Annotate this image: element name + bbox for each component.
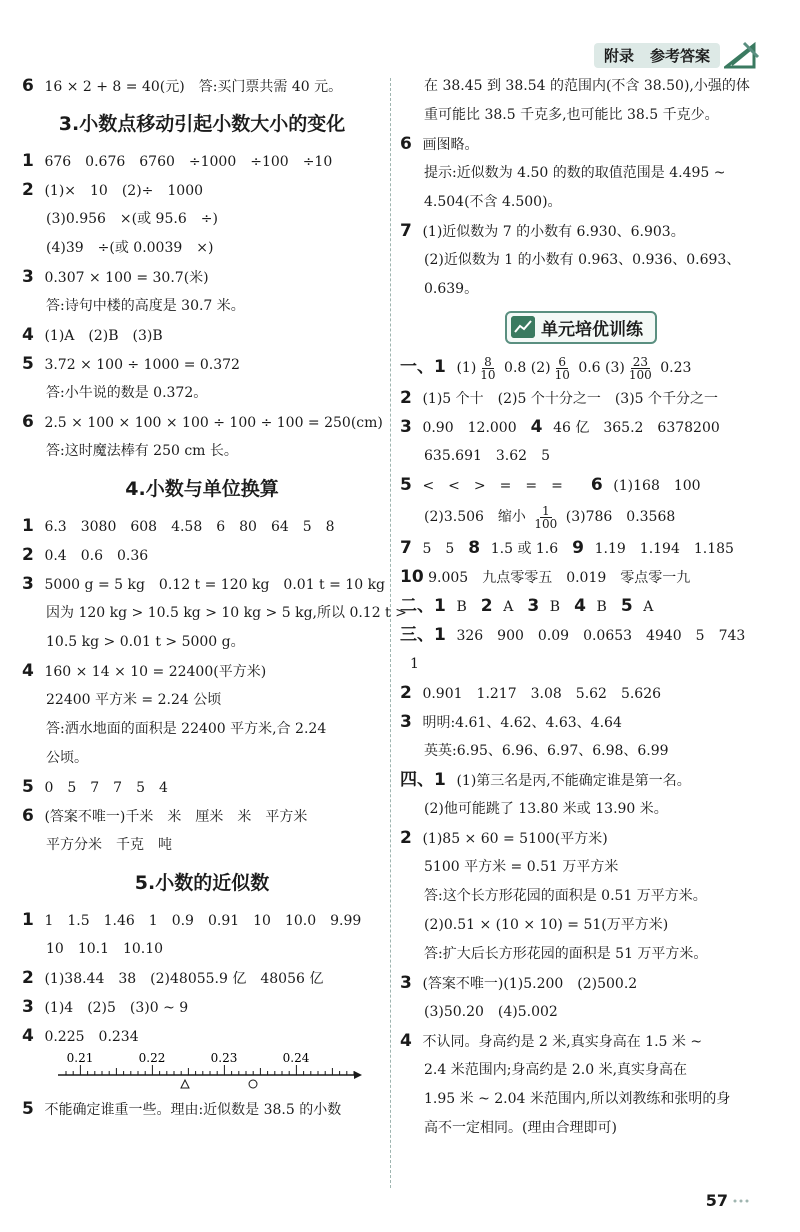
question-number: 3 [400,973,412,993]
answer-text: 在 38.45 到 38.54 的范围内(不含 38.50),小强的体 [424,78,750,94]
answer-line [400,998,762,1027]
fraction: $\frac{1}{100}$ [534,503,558,531]
answer-text: 高不一定相同。(理由合理即可) [424,1120,617,1136]
answer-text: 平方分米 千克 吨 [46,837,172,853]
answer-line [22,512,382,541]
answer-line [22,263,382,292]
answer-text: (2)近似数为 1 的小数有 0.963、0.936、0.693、 [424,252,741,268]
answer-text: 答:这个长方形花园的面积是 0.51 万平方米。 [424,888,707,904]
question-number: 6 [22,806,34,826]
numberline-label: 0.22 [138,1051,166,1065]
answer-line: 三、1 326 900 0.09 0.0653 4940 5 743 [400,625,746,645]
answer-text: 0.225 0.234 [44,1029,139,1045]
answer-line [22,831,382,860]
unit-box [505,311,657,344]
answer-line [400,72,762,101]
answer-line [400,101,762,130]
answer-line: 二、1 B 2 A 3 B 4 B 5 A [400,596,654,616]
answer-line [400,969,762,998]
question-number: 2 [400,683,412,703]
answer-line [400,130,762,159]
answer-text: 0.639。 [424,281,479,297]
triangle-marker [181,1080,189,1088]
answer-line [400,1056,762,1085]
question-number: 4 [22,661,34,681]
left-column [22,72,407,1124]
answer-line [22,379,382,408]
answer-line [22,993,382,1022]
answer-line [22,292,382,321]
answer-text: 0.4 0.6 0.36 [44,548,149,564]
answer-line [400,188,762,217]
answer-text: 答:扩大后长方形花园的面积是 51 万平方米。 [424,946,708,962]
answer-line [22,1022,382,1051]
answer-line: 四、1 (1)第三名是丙,不能确定谁是第一名。 [400,770,691,790]
answer-line [22,570,386,599]
answer-text: (2)0.51 × (10 × 10) = 51(万平方米) [424,917,669,933]
answer-line [400,159,762,188]
answer-text: (答案不唯一)千米 米 厘米 米 平方米 [44,809,308,825]
answer-text: 0 5 7 7 5 4 [44,780,168,796]
answer-line: 5 < < > = = = 6 (1)168 100 [400,475,701,495]
section-5-answers [22,906,382,1051]
answer-text: (3)0.956 ×(或 95.6 ÷) [46,211,218,227]
answer-line: 2 (1)5 个十 (2)5 个十分之一 (3)5 个千分之一 [400,388,719,408]
answer-line [22,715,382,744]
answer-text: 10 10.1 10.10 [46,941,164,957]
question-number: 5 [22,777,34,797]
numberline-arrow [354,1071,362,1079]
answer-text: (1)85 × 60 = 5100(平方米) [422,831,608,847]
answer-line [22,408,382,437]
answer-text: (1)38.44 38 (2)48055.9 亿 48056 亿 [44,971,324,987]
answer-line [400,1085,762,1114]
answer-line [22,205,382,234]
unit-banner [400,304,762,350]
answer-line [400,940,762,969]
answer-text: 不认同。身高约是 2 米,真实身高在 1.5 米 ~ [422,1034,703,1050]
page-header [594,40,760,70]
question-number: 1 [22,151,34,171]
question-number: 2 [22,968,34,988]
unit-title: 单元培优训练 [541,319,643,340]
question-number: 5 [22,354,34,374]
answer-text: 0.307 × 100 = 30.7(米) [44,270,209,286]
numberline-label: 0.23 [210,1051,238,1065]
question-number: 4 [400,1031,412,1051]
answer-line [400,1114,762,1143]
answer-text: 重可能比 38.5 千克多,也可能比 38.5 千克少。 [424,107,719,123]
answer-text: 676 0.676 6760 ÷1000 ÷100 ÷10 [44,154,333,170]
answer-line: 10 9.005 九点零零五 0.019 零点零一九 [400,567,691,587]
right-column [400,72,762,1143]
answer-line [400,737,762,766]
answer-line [22,935,382,964]
header-tab [594,43,720,68]
answer-text: 答:洒水地面的面积是 22400 平方米,合 2.24 [46,721,327,737]
number-line [54,1051,364,1091]
answer-text: 因为 120 kg > 10.5 kg > 10 kg > 5 kg,所以 0.12 t > [46,605,407,621]
answer-line [22,234,382,263]
answer-text: 1.95 米 ~ 2.04 米范围内,所以刘教练和张明的身 [424,1091,731,1107]
header-appendix: 附录 [603,46,634,65]
answer-text: (1)近似数为 7 的小数有 6.930、6.903。 [422,224,685,240]
question-number: 2 [22,180,34,200]
question-number: 1 [22,516,34,536]
answer-text: 10.5 kg > 0.01 t > 5000 g。 [46,634,245,650]
fraction: $\frac{23}{100}$ [628,354,652,382]
answer-line: 5 不能确定谁重一些。理由:近似数是 38.5 的小数 [22,1099,342,1119]
question-number: 4 [22,325,34,345]
circle-marker [249,1080,257,1088]
answer-line [400,246,762,275]
answer-line [22,437,382,466]
answer-text: 画图略。 [422,137,479,153]
answer-line: (2)3.506 缩小 $\frac{1}{100}$ (3)786 0.3568 [424,503,676,531]
answer-text: 2.5 × 100 × 100 × 100 ÷ 100 ÷ 100 = 250(cm) [44,415,383,431]
answer-text: 1 1.5 1.46 1 0.9 0.91 10 10.0 9.99 [44,913,362,929]
answer-text: 0.901 1.217 3.08 5.62 5.626 [422,686,662,702]
chart-trend-icon [511,316,535,338]
page-number: 57 [706,1191,750,1210]
answer-line [400,275,762,304]
fraction: $\frac{6}{10}$ [554,354,570,382]
answer-text: 答:诗句中楼的高度是 30.7 米。 [46,298,245,314]
question-number: 3 [400,712,412,732]
question-number: 2 [22,545,34,565]
question-number: 3 [22,997,34,1017]
answer-text: 2.4 米范围内;身高约是 2.0 米,真实身高在 [424,1062,688,1078]
answer-text: 3.72 × 100 ÷ 1000 = 0.372 [44,357,240,373]
answer-text: (2)他可能跳了 13.80 米或 13.90 米。 [424,801,668,817]
answer-line [22,657,382,686]
answer-line [22,802,382,831]
numberline-label: 0.24 [282,1051,310,1065]
answer-text: 5000 g = 5 kg 0.12 t = 120 kg 0.01 t = 10 kg [44,577,386,593]
answer-line [400,853,762,882]
section-title-5: 5.小数的近似数 [134,872,270,894]
page-decoration-icon [732,1197,750,1205]
answer-text: 5100 平方米 = 0.51 万平方米 [424,859,619,875]
answer-line [22,147,382,176]
answer-text: 6.3 3080 608 4.58 6 80 64 5 8 [44,519,335,535]
answer-text: 提示:近似数为 4.50 的数的取值范围是 4.495 ~ [424,165,726,181]
question-number: 3 [22,267,34,287]
answer-line [22,744,382,773]
answer-line [22,541,382,570]
answer-text: (1)4 (2)5 (3)0 ~ 9 [44,1000,189,1016]
answer-line [400,824,762,853]
question-number: 3 [22,574,34,594]
question-number: 2 [400,828,412,848]
answer-text: (答案不唯一)(1)5.200 (2)500.2 [422,976,638,992]
fraction: $\frac{8}{10}$ [480,354,496,382]
part-3-answers [400,679,762,766]
answer-line: 1 [410,656,419,672]
answer-line [400,708,762,737]
answer-line [400,217,762,246]
part-4-answers [400,795,762,1143]
answer-text: 公顷。 [46,750,88,766]
answer-line [400,882,762,911]
question-number: 6 [22,412,34,432]
section-title-3: 3.小数点移动引起小数大小的变化 [58,113,346,135]
numberline-ticks [66,1065,354,1075]
question-number: 6 [400,134,412,154]
answer-text: 答:这时魔法棒有 250 cm 长。 [46,443,238,459]
answer-line: 635.691 3.62 5 [424,448,550,464]
section-title-4: 4.小数与单位换算 [125,478,279,500]
numberline-label: 0.21 [66,1051,94,1065]
answer-text: (1)A (2)B (3)B [44,328,163,344]
section-3-answers [22,147,382,466]
answer-text: 4.504(不含 4.500)。 [424,194,562,210]
answer-line [22,176,382,205]
column-divider [390,78,391,1188]
answer-text: 明明:4.61、4.62、4.63、4.64 [422,715,622,731]
answer-line: 6 16 × 2 + 8 = 40(元) 答:买门票共需 40 元。 [22,76,343,96]
answer-line: 7 5 5 8 1.5 或 1.6 9 1.19 1.194 1.185 [400,538,734,558]
answer-line: 3 0.90 12.000 4 46 亿 365.2 6378200 [400,417,720,437]
answer-line [400,795,762,824]
answer-line [400,911,762,940]
answer-line [22,599,407,628]
answer-text: 22400 平方米 = 2.24 公顷 [46,692,222,708]
answer-text: 160 × 14 × 10 = 22400(平方米) [44,664,267,680]
question-number: 4 [22,1026,34,1046]
header-answers: 参考答案 [649,46,710,65]
answer-line [22,321,382,350]
answer-line [22,686,382,715]
answer-line [22,964,382,993]
answer-line [22,773,382,802]
answer-line [22,906,382,935]
answer-line: 一、1 (1) $\frac{8}{10}$ 0.8 (2) $\frac{6}{10}$ 0.6 (3) $\frac{23}{100}$ 0.23 [400,354,692,382]
question-number: 7 [400,221,412,241]
answer-text: 英英:6.95、6.96、6.97、6.98、6.99 [424,743,669,759]
answer-line [22,350,382,379]
answer-line [400,679,762,708]
continued-answers [400,72,762,304]
answer-text: (4)39 ÷(或 0.0039 ×) [46,240,214,256]
answer-text: (3)50.20 (4)5.002 [424,1004,558,1020]
answer-line [22,628,382,657]
question-number: 1 [22,910,34,930]
section-4-answers [22,512,407,860]
ruler-pencil-icon [724,41,760,69]
answer-line [400,1027,762,1056]
answer-text: (1)× 10 (2)÷ 1000 [44,183,204,199]
answer-text: 答:小牛说的数是 0.372。 [46,385,208,401]
